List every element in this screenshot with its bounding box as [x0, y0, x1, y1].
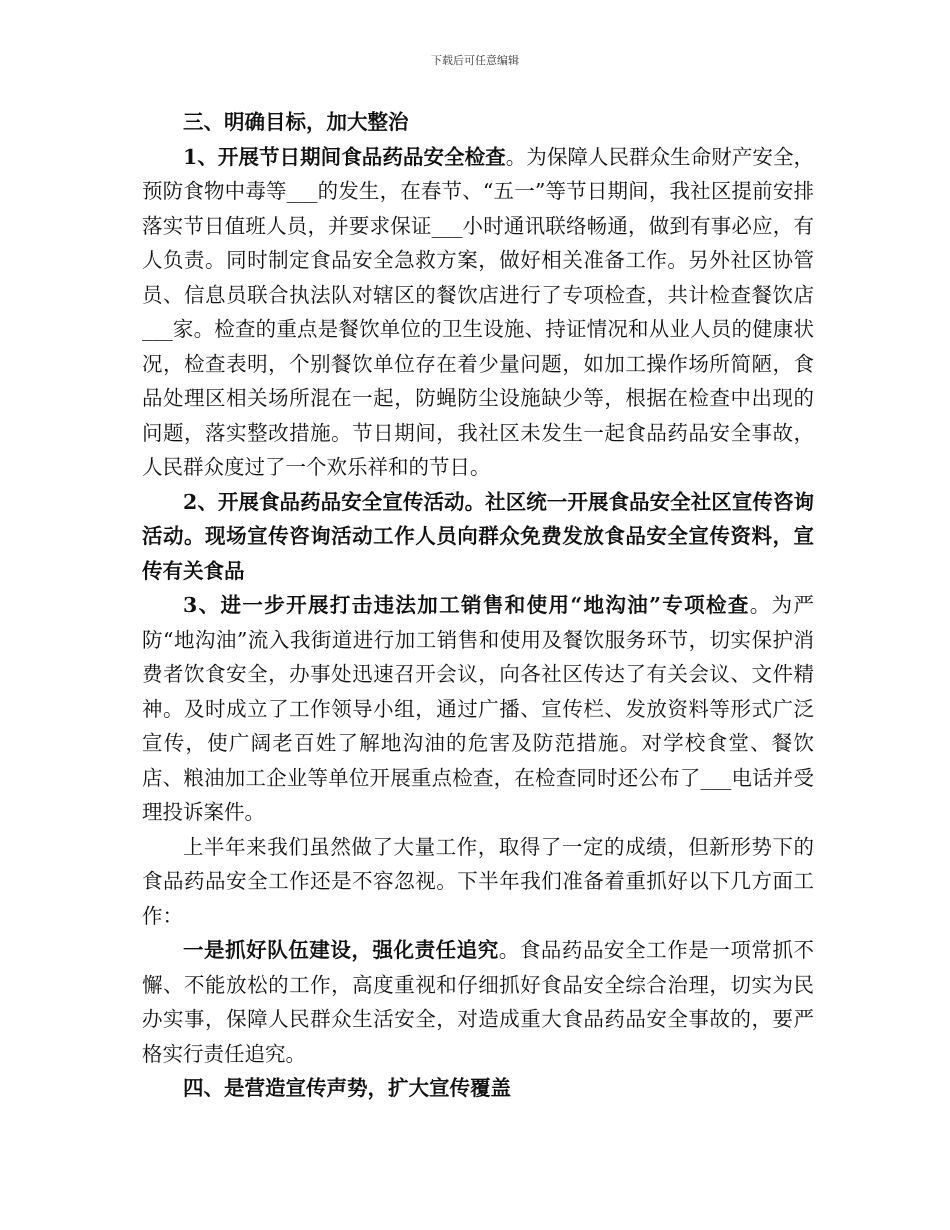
point-1-lead: 一是抓好队伍建设，强化责任追究	[183, 938, 499, 962]
item-1-lead: 1、开展节日期间食品药品安全检查	[183, 144, 506, 169]
item-3-body: 。为严防“地沟油”流入我街道进行加工销售和使用及餐饮服务环节，切实保护消费者饮食安全，办事处迅速召开会议，向各社区传达了有关会议、文件精神。及时成立了工作领导小组，通过广播、宣传栏、发放资料等形式广泛宣传，使广阔老百姓了解地沟油的危害及防范措施。对学校食堂、餐饮店、粮油加工企业等单位开展重点检查，在检查同时还公布了___电话并受理投诉案件。	[142, 593, 814, 824]
section-4-heading: 四、是营造宣传声势，扩大宣传覆盖	[183, 1076, 511, 1100]
paragraph-item-2	[142, 485, 814, 589]
item-1-body: 。为保障人民群众生命财产安全，预防食物中毒等___的发生，在春节、“五一”等节日期间，我社区提前安排落实节日值班人员，并要求保证___小时通讯联络畅通，做到有事必应，有人负责。同时制定食品安全急救方案，做好相关准备工作。另外社区协管员、信息员联合执法队对辖区的餐饮店进行了专项检查，共计检查餐饮店___家。检查的重点是餐饮单位的卫生设施、持证情况和从业人员的健康状况，检查表明，个别餐饮单位存在着少量问题，如加工操作场所简陋，食品处理区相关场所混在一起，防蝇防尘设施缺少等，根据在检查中出现的问题，落实整改措施。节日期间，我社区未发生一起食品药品安全事故，人民群众度过了一个欢乐祥和的节日。	[142, 144, 815, 479]
paragraph-point-1	[142, 933, 814, 1071]
item-3-lead: 3、进一步开展打击违法加工销售和使用“地沟油”专项检查	[183, 593, 750, 617]
paragraph-summary	[142, 830, 814, 934]
paragraph-item-3	[142, 588, 814, 830]
document-body	[142, 105, 814, 1106]
page-header: 下载后可任意编辑	[431, 54, 519, 67]
summary-body: 上半年来我们虽然做了大量工作，取得了一定的成绩，但新形势下的食品药品安全工作还是不容忽视。下半年我们准备着重抓好以下几方面工作：	[142, 834, 814, 928]
point-1-body: 。食品药品安全工作是一项常抓不懈、不能放松的工作，高度重视和仔细抓好食品安全综合治理，切实为民办实事，保障人民群众生活安全，对造成重大食品药品安全事故的，要严格实行责任追究。	[142, 938, 815, 1066]
section-3-heading: 三、明确目标，加大整治	[183, 110, 409, 134]
item-2-lead: 2、开展食品药品安全宣传活动。社区统一开展食品安全社区宣传咨询活动。现场宣传咨询活动工作人员向群众免费发放食品安全宣传资料，宣传有关食品	[142, 489, 814, 583]
paragraph-item-1	[142, 140, 814, 485]
